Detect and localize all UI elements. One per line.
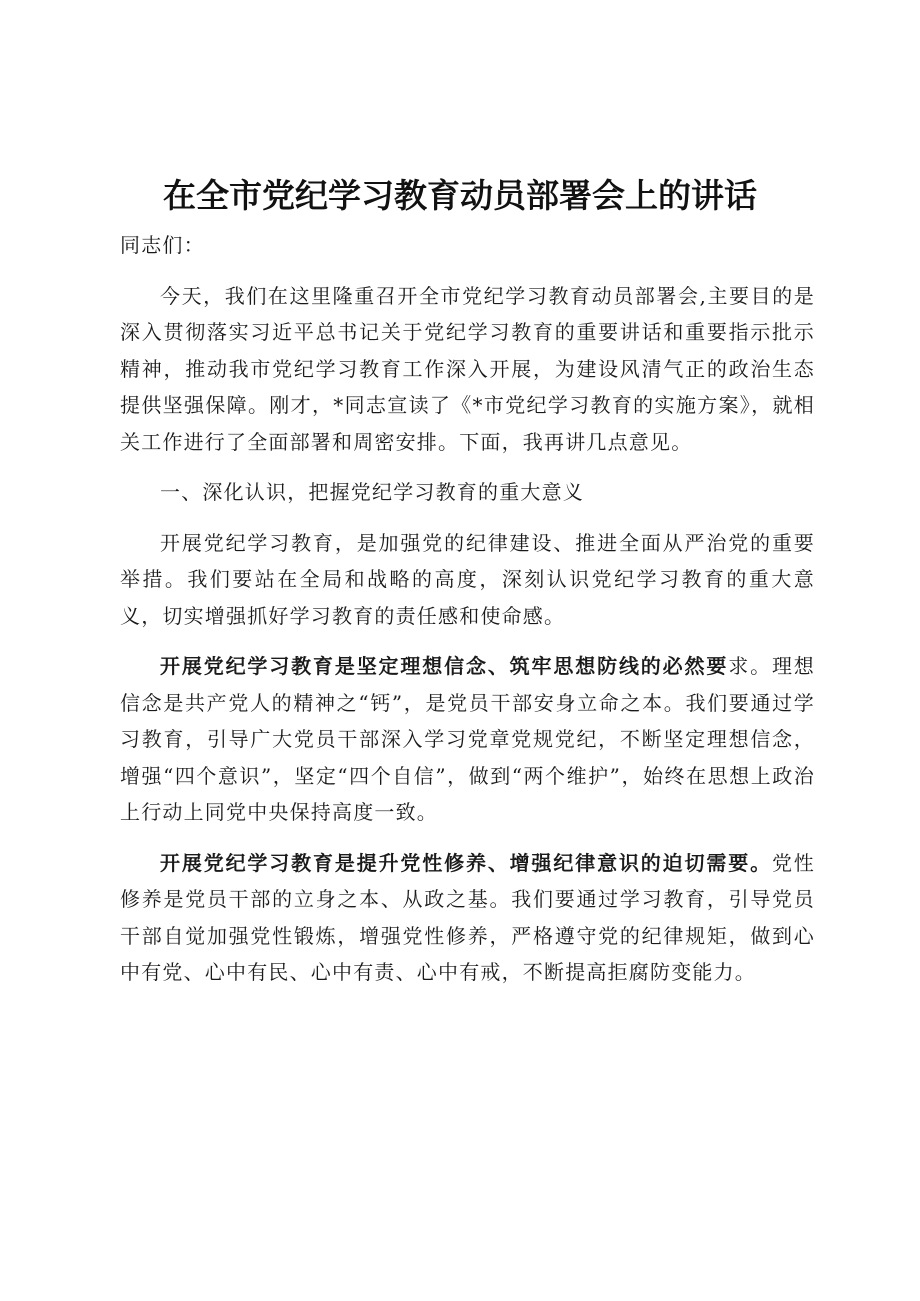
- intro-paragraph: 今天，我们在这里隆重召开全市党纪学习教育动员部署会,主要目的是深入贯彻落实习近平总书记关于党纪学习教育的重要讲话和重要指示批示精神，推动我市党纪学习教育工作深入开展，为建设风清气正的政治生态提供坚强保障。刚才，*同志宣读了《*市党纪学习教育的实施方案》，就相关工作进行了全面部署和周密安排。下面，我再讲几点意见。: [120, 283, 815, 454]
- point1-lead: 开展党纪学习教育是坚定理想信念、筑牢思想防线的必然要: [160, 654, 729, 678]
- salutation: 同志们：: [120, 233, 205, 257]
- point1-paragraph: [120, 648, 815, 831]
- section1-paragraph: 开展党纪学习教育，是加强党的纪律建设、推进全面从严治党的重要举措。我们要站在全局和战略的高度，深刻认识党纪学习教育的重大意义，切实增强抓好学习教育的责任感和使命感。: [120, 530, 815, 628]
- document-body: [120, 227, 815, 1005]
- point2-paragraph: [120, 845, 815, 991]
- point2-text: 党性修养是党员干部的立身之本、从政之基。我们要通过学习教育，引导党员干部自觉加强党性锻炼，增强党性修养，严格遵守党的纪律规矩，做到心中有党、心中有民、心中有责、心中有戒，不断提高拒腐防变能力。: [120, 850, 815, 984]
- section-heading-1: 一、深化认识，把握党纪学习教育的重大意义: [160, 480, 584, 504]
- document-title: 在全市党纪学习教育动员部署会上的讲话: [163, 176, 757, 215]
- point2-lead: 开展党纪学习教育是提升党性修养、增强纪律意识的迫切需要。: [160, 850, 772, 875]
- point1-text: 求。理想信念是共产党人的精神之“钙”，是党员干部安身立命之本。我们要通过学习教育，引导广大党员干部深入学习党章党规党纪，不断坚定理想信念，增强“四个意识”，坚定“四个自信”，做到“两个维护”，始终在思想上政治上行动上同党中央保持高度一致。: [120, 654, 815, 824]
